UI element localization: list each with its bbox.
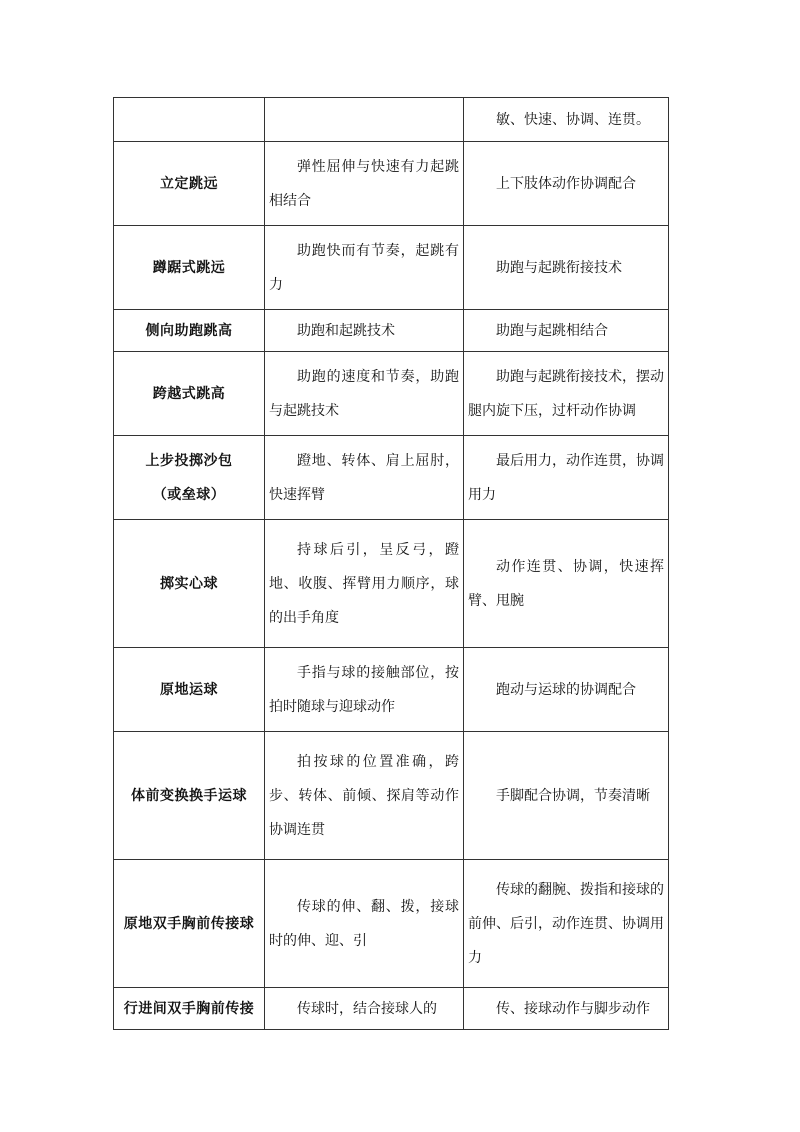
difficulty-cell: 助跑与起跳衔接技术，摆动腿内旋下压，过杆动作协调 bbox=[464, 352, 669, 436]
item-cell: 跨越式跳高 bbox=[114, 352, 265, 436]
difficulty-cell: 助跑与起跳相结合 bbox=[464, 310, 669, 352]
key-points-cell: 助跑快而有节奏，起跳有力 bbox=[265, 226, 464, 310]
item-cell: 行进间双手胸前传接 bbox=[114, 988, 265, 1030]
difficulty-cell: 传球的翻腕、拨指和接球的前伸、后引，动作连贯、协调用力 bbox=[464, 860, 669, 988]
table-row bbox=[114, 860, 669, 988]
item-line-1: 上步投掷沙包 bbox=[145, 452, 233, 469]
difficulty-cell: 助跑与起跳衔接技术 bbox=[464, 226, 669, 310]
key-points-cell: 手指与球的接触部位，按拍时随球与迎球动作 bbox=[265, 648, 464, 732]
item-cell: 原地运球 bbox=[114, 648, 265, 732]
difficulty-cell: 传、接球动作与脚步动作 bbox=[464, 988, 669, 1030]
table-row bbox=[114, 988, 669, 1030]
table-row bbox=[114, 142, 669, 226]
difficulty-cell: 动作连贯、协调，快速挥臂、甩腕 bbox=[464, 520, 669, 648]
table-row bbox=[114, 98, 669, 142]
key-points-cell: 传球的伸、翻、拨，接球时的伸、迎、引 bbox=[265, 860, 464, 988]
key-points-cell: 持球后引，呈反弓，蹬地、收腹、挥臂用力顺序，球的出手角度 bbox=[265, 520, 464, 648]
table-row bbox=[114, 520, 669, 648]
item-cell: 蹲踞式跳远 bbox=[114, 226, 265, 310]
item-cell: 立定跳远 bbox=[114, 142, 265, 226]
lesson-table bbox=[113, 97, 669, 1030]
item-cell: 掷实心球 bbox=[114, 520, 265, 648]
key-points-cell: 传球时，结合接球人的 bbox=[265, 988, 464, 1030]
item-cell: 侧向助跑跳高 bbox=[114, 310, 265, 352]
table-row bbox=[114, 352, 669, 436]
difficulty-cell: 上下肢体动作协调配合 bbox=[464, 142, 669, 226]
key-points-cell: 助跑和起跳技术 bbox=[265, 310, 464, 352]
table-row bbox=[114, 648, 669, 732]
item-line-2: （或垒球） bbox=[152, 486, 226, 503]
key-points-cell: 助跑的速度和节奏，助跑与起跳技术 bbox=[265, 352, 464, 436]
key-points-cell bbox=[265, 98, 464, 142]
difficulty-cell: 跑动与运球的协调配合 bbox=[464, 648, 669, 732]
difficulty-cell: 手脚配合协调，节奏清晰 bbox=[464, 732, 669, 860]
item-cell: 体前变换换手运球 bbox=[114, 732, 265, 860]
key-points-cell: 弹性屈伸与快速有力起跳相结合 bbox=[265, 142, 464, 226]
item-cell: 原地双手胸前传接球 bbox=[114, 860, 265, 988]
item-cell bbox=[114, 436, 265, 520]
table-row bbox=[114, 226, 669, 310]
table-row bbox=[114, 310, 669, 352]
key-points-cell: 蹬地、转体、肩上屈肘，快速挥臂 bbox=[265, 436, 464, 520]
table-row bbox=[114, 436, 669, 520]
key-points-cell: 拍按球的位置准确，跨步、转体、前倾、探肩等动作协调连贯 bbox=[265, 732, 464, 860]
table-row bbox=[114, 732, 669, 860]
difficulty-cell: 敏、快速、协调、连贯。 bbox=[464, 98, 669, 142]
item-cell bbox=[114, 98, 265, 142]
difficulty-cell: 最后用力，动作连贯，协调用力 bbox=[464, 436, 669, 520]
